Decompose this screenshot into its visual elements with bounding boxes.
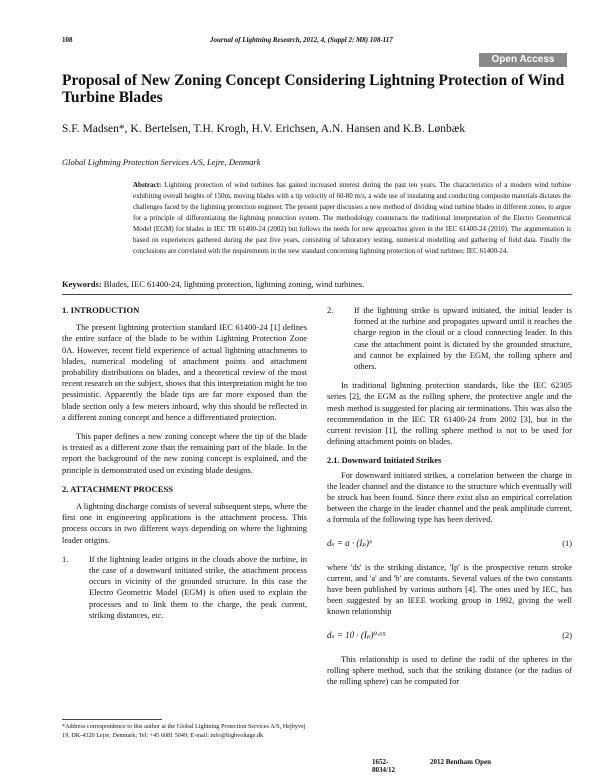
equation-2 <box>327 626 572 648</box>
author-list: S.F. Madsen*, K. Bertelsen, T.H. Krogh, H.V. Erichsen, A.N. Hansen and K.B. Lønbæk <box>62 123 466 135</box>
list-item-number: 2. <box>327 306 334 315</box>
introduction-paragraph-2: This paper defines a new zoning concept where the tip of the blade is treated as a different zone than the remaining part of the blade. In the report the background of the new zoning concept is explained, and the principle is demonstrated used on existing blade designs. <box>62 432 307 475</box>
correspondence-footnote: *Address correspondence to this author at the Global Lightning Protection Services A/S, Hejbyvej 19, DK-4320 Lejre, Denmark; Tel: +45 6081 5049; E-mail: info@highvoltage.dk <box>62 723 306 739</box>
publisher: 2012 Bentham Open <box>430 758 492 766</box>
keywords <box>62 279 572 289</box>
list-item-text: If the lightning leader origins in the clouds above the turbine, in the case of a downward initiated strike, the attachment process occurs in vicinity of the grounded structure. In this case the Electro Geometric Model (EGM) is often used to explain the processes and to link them to the charge, the peak current, striking distances, etc. <box>89 554 307 620</box>
section-divider <box>62 294 572 295</box>
abstract-text: Lightning protection of wind turbines has gained increased interest during the past ten years. The characteristics of a modern wind turbine exhibiting overall heights of 150m, moving blades with a tip velocity of 60-80 m/s, a wide use of insulating and conducting composite materials dictates the challenges faced by the lightning protection engineer. The present paper discusses a new method of dividing wind turbine blades in different zones, to argue for a principle of differentiating the lightning protection system. The methodology counteracts the traditional interpretation of the Electro Geometrical Model (EGM) for blades in IEC TR 61400-24 (2002) but follows the needs for new approaches given in the IEC 61400-24 (2010). The argumentation is based on experiences gathered during the past five years, consisting of laboratory testing, numerical modelling and gathering of field data. Finally the conclusions are correlated with the requirements in the new standard concerning lightning protection of wind turbines; IEC 61400-24. <box>133 181 572 255</box>
keywords-label: Keywords: <box>62 279 102 289</box>
attachment-paragraph-1: A lightning discharge consists of several subsequent steps, where the first one in engineering applications is the attachment process. This process occurs in two different ways depending on where the lightning leader origins. <box>62 502 307 545</box>
abstract <box>133 180 571 257</box>
equation-2-expression: dₛ = 10 · (Iₚ)⁰·⁶⁵ <box>327 629 386 640</box>
footnote-divider <box>62 719 162 720</box>
journal-citation: Journal of Lightning Research, 2012, 4, (Suppl 2: M8) 108-117 <box>210 36 393 44</box>
running-header <box>62 36 562 48</box>
standards-paragraph: In traditional lightning protection standards, like the IEC 62305 series [2], the EGM as the rolling sphere, the protective angle and the mesh method is suggested for placing air terminations. This was also the recommendation in the IEC TR 61400-24 from 2002 [3], but in the current revision [1], the rolling sphere method is not to be used for defining attachment points on blades. <box>327 381 572 447</box>
right-column <box>327 305 572 695</box>
list-item <box>62 554 307 621</box>
equation-1-expression: dₛ = a · (Iₚ)ᵇ <box>327 537 372 548</box>
paper-title: Proposal of New Zoning Concept Considering Lightning Protection of Wind Turbine Blades <box>62 72 565 106</box>
keywords-text: Blades, IEC 61400-24, lightning protection, lightning zoning, wind turbines. <box>103 279 365 289</box>
equation-2-number: (2) <box>562 630 572 640</box>
list-item-number: 1. <box>62 554 69 564</box>
downward-paragraph: For downward initiated strikes, a correlation between the charge in the leader channel and the distance to the structure which eventually will be struck has been found. Since there exist also an empirical correlation between the charge in the leader channel and the peak amplitude current, a formula of the following type has been derived. <box>327 470 572 525</box>
list-item <box>327 305 572 372</box>
introduction-paragraph-1: The present lightning protection standard IEC 61400-24 [1] defines the entire surface of the blade to be within Lightning Protection Zone 0A. However, recent field experience of actual lightning attachments to blades, numerical modeling of attachment points and attachment probability distributions on blades, and a theoretical review of the most recent research on the subject, shows that this interpretation might be too pessimistic. Apparently the blade tips are far more exposed than the blade section only a few meters inboard, why this should be reflected in a different zoning concept and hence a differentiated protection. <box>62 323 307 422</box>
constants-paragraph: where 'ds' is the striking distance, 'Ip' is the prospective return stroke current, and 'a' and 'b' are constants. Several values of the two constants have been published by various authors [4]. The ones used by IEC, has been suggested by an IEEE working group in 1992, giving the well known relationship <box>327 562 572 617</box>
attachment-heading: 2. ATTACHMENT PROCESS <box>62 483 174 494</box>
affiliation: Global Lightning Protection Services A/S, Lejre, Denmark <box>62 157 261 167</box>
issn: 1652-8034/12 <box>372 758 395 774</box>
rolling-sphere-paragraph: This relationship is used to define the radii of the spheres in the rolling sphere method, such that the striking distance (or the radius of the rolling sphere) can be computed for <box>327 654 572 687</box>
downward-strikes-heading: 2.1. Downward Initiated Strikes <box>327 456 442 466</box>
page-number: 108 <box>62 36 73 44</box>
equation-1-number: (1) <box>562 538 572 548</box>
introduction-heading: 1. INTRODUCTION <box>62 305 140 315</box>
left-column <box>62 305 307 629</box>
equation-1 <box>327 534 572 556</box>
open-access-badge: Open Access <box>479 53 567 67</box>
list-item-text: If the lightning strike is upward initiated, the initial leader is formed at the turbine and propagates upward until it reaches the charge region in the cloud or a cloud connecting leader. In this case the attachment point is dictated by the grounded structure, and cannot be explained by the EGM, the rolling sphere and others. <box>354 306 572 372</box>
abstract-label: Abstract: <box>133 181 162 189</box>
